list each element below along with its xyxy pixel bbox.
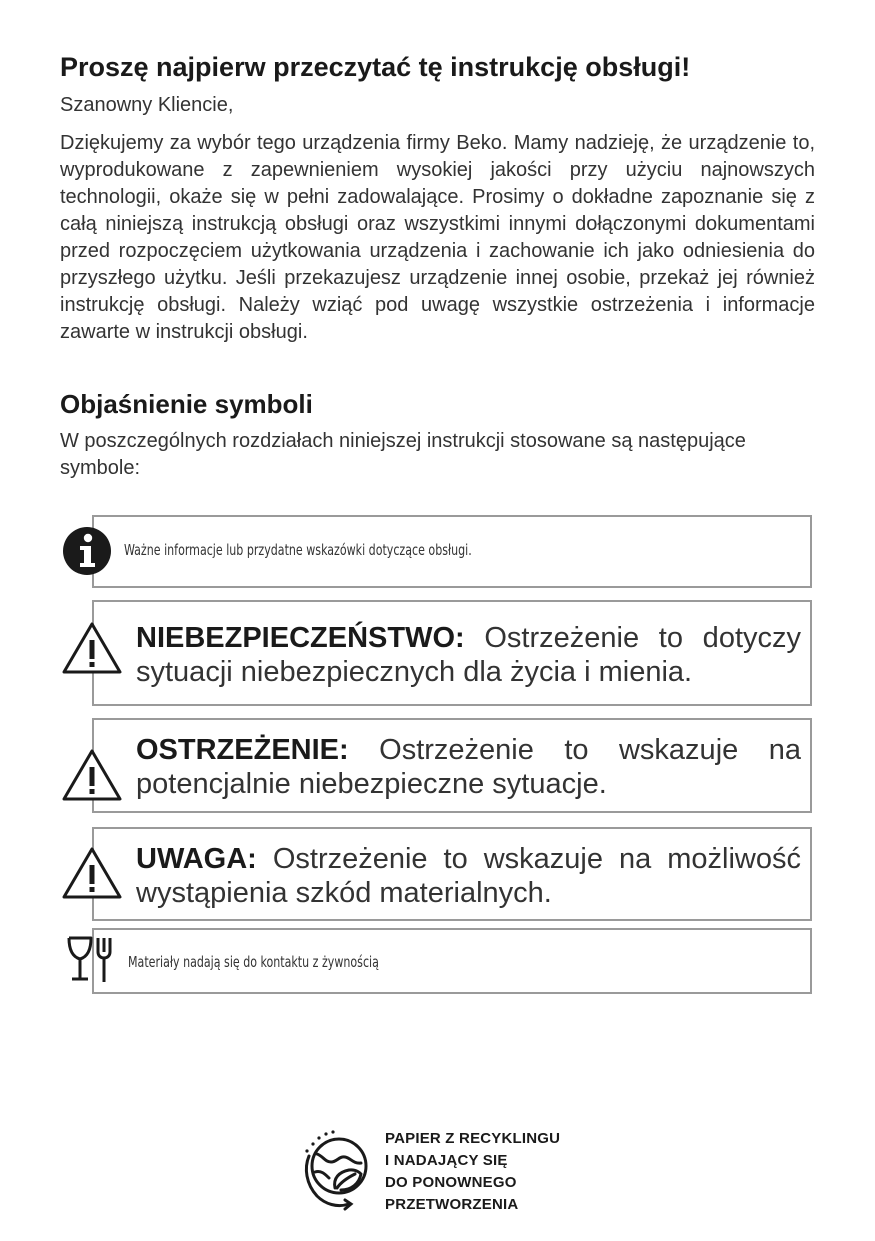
recycle-line: DO PONOWNEGO: [385, 1174, 517, 1191]
warning-text: Ostrzeżenie to wskazuje na potencjalnie niebezpieczne sytuacje.: [136, 734, 801, 800]
danger-text: Ostrzeżenie to dotyczy sytuacji niebezpiecznych dla życia i mienia.: [136, 622, 801, 688]
recycle-line: PAPIER Z RECYKLINGU: [385, 1130, 561, 1147]
warning-triangle-icon: [61, 620, 123, 676]
warning-triangle-icon: [61, 747, 123, 803]
recycle-line: I NADAJĄCY SIĘ: [385, 1152, 508, 1169]
page-title: Proszę najpierw przeczytać tę instrukcję obsługi!: [60, 52, 691, 82]
danger-label: NIEBEZPIECZEŃSTWO:: [136, 622, 465, 654]
symbols-intro: W poszczególnych rozdziałach niniejszej instrukcji stosowane są następujące symbole:: [60, 430, 746, 479]
warning-label: OSTRZEŻENIE:: [136, 734, 349, 766]
info-text: Ważne informacje lub przydatne wskazówki dotyczące obsługi.: [124, 541, 472, 559]
greeting: Szanowny Kliencie,: [60, 94, 234, 116]
food-text: Materiały nadają się do kontaktu z żywnością: [128, 953, 379, 971]
caution-text-block: [136, 842, 801, 910]
food-contact-icon: [66, 934, 120, 984]
recycle-label: [385, 1128, 560, 1216]
warning-triangle-icon: [61, 845, 123, 901]
warning-text-block: [136, 733, 801, 801]
caution-label: UWAGA:: [136, 843, 257, 875]
danger-text-block: [136, 621, 801, 689]
info-icon: [62, 526, 112, 576]
caution-text: Ostrzeżenie to wskazuje na możliwość wystąpienia szkód materialnych.: [136, 843, 801, 909]
recycle-globe-icon: [295, 1126, 375, 1212]
recycle-line: PRZETWORZENIA: [385, 1196, 519, 1213]
intro-paragraph: Dziękujemy za wybór tego urządzenia firmy Beko. Mamy nadzieję, że urządzenie to, wyprodukowane z zapewnieniem wysokiej jakości przy użyciu najnowszych technologii, okaże się w pełni zadowalające. Prosimy o dokładne zapoznanie się z całą niniejszą instrukcją obsługi oraz wszystkimi innymi dołączonymi dokumentami przed rozpoczęciem użytkowania urządzenia i zachowanie ich jako odniesienia do przyszłego użytku. Jeśli przekazujesz urządzenie innej osobie, przekaż jej również instrukcję obsługi. Należy wziąć pod uwagę wszystkie ostrzeżenia i informacje zawarte w instrukcji obsługi.: [60, 132, 815, 343]
symbols-heading: Objaśnienie symboli: [60, 389, 313, 419]
